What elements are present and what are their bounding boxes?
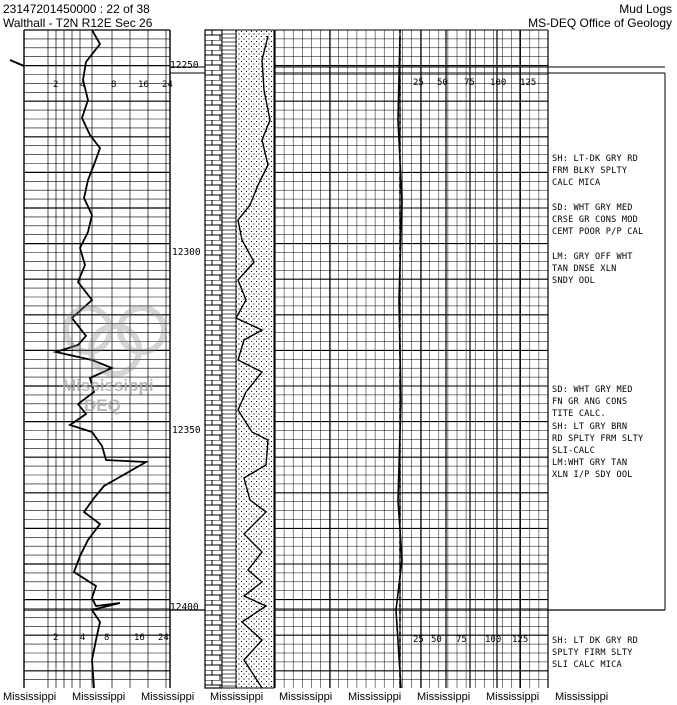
- document-type: Mud Logs: [619, 2, 672, 16]
- rop-tick: 24: [158, 633, 169, 643]
- footer-watermark: Mississippi: [279, 691, 333, 703]
- footer-watermark: Mississippi: [141, 691, 195, 703]
- gas-tick: 75: [464, 78, 475, 88]
- document-id: 23147201450000 : 22 of 38: [3, 2, 150, 16]
- lithology-note: SH: LT DK GRY RD SPLTY FIRM SLTY SLI CALC MICA: [552, 636, 638, 671]
- lithology-note: SD: WHT GRY MED CRSE GR CONS MOD CEMT POOR P/P CAL: [552, 203, 644, 238]
- agency-name: MS-DEQ Office of Geology: [528, 16, 672, 30]
- footer-watermark: Mississippi: [3, 691, 57, 703]
- rop-tick: 2: [53, 633, 59, 643]
- rop-tick: 4: [80, 80, 86, 90]
- gas-tick: 125: [520, 78, 537, 88]
- depth-label-12250: 12250: [170, 60, 199, 71]
- rop-tick: 16: [138, 80, 149, 90]
- footer-watermark: Mississippi: [72, 691, 126, 703]
- footer-watermark: Mississippi: [555, 691, 609, 703]
- lithology-note: SD: WHT GRY MED FN GR ANG CONS TITE CALC. SH: LT GRY BRN RD SPLTY FRM SLTY SLI-CALC LM:WHT GRY TAN XLN I/P SDY OOL: [552, 385, 644, 481]
- depth-label-12300: 12300: [172, 247, 201, 258]
- gas-tick: 50: [437, 78, 448, 88]
- depth-label-12350: 12350: [172, 425, 201, 436]
- well-location: Walthall - T2N R12E Sec 26: [3, 16, 153, 30]
- lithology-note: LM: GRY OFF WHT TAN DNSE XLN SNDY OOL: [552, 252, 633, 287]
- rop-tick: 8: [111, 80, 117, 90]
- lithology-note: SH: LT-DK GRY RD FRM BLKY SPLTY CALC MICA: [552, 154, 638, 189]
- rop-tick: 8: [104, 633, 110, 643]
- footer-watermark: Mississippi: [210, 691, 264, 703]
- watermark-text-2: DEQ: [84, 396, 121, 415]
- gas-tick: 25: [413, 78, 424, 88]
- rop-tick: 2: [53, 80, 59, 90]
- gas-tick: 50: [431, 635, 442, 645]
- depth-label-12400: 12400: [170, 602, 199, 613]
- gas-tick: 125: [512, 635, 529, 645]
- gas-tick: 100: [485, 635, 502, 645]
- lithology-track: [205, 30, 274, 688]
- gas-tick: 100: [490, 78, 507, 88]
- gas-tick: 25: [413, 635, 424, 645]
- footer-watermark: Mississippi: [417, 691, 471, 703]
- footer-watermark: Mississippi: [348, 691, 402, 703]
- rop-tick: 24: [162, 80, 173, 90]
- rop-tick: 16: [134, 633, 145, 643]
- footer-watermark: Mississippi: [486, 691, 540, 703]
- gas-tick: 75: [456, 635, 467, 645]
- watermark-text: Mississippi: [62, 376, 154, 395]
- rop-tick: 4: [80, 633, 86, 643]
